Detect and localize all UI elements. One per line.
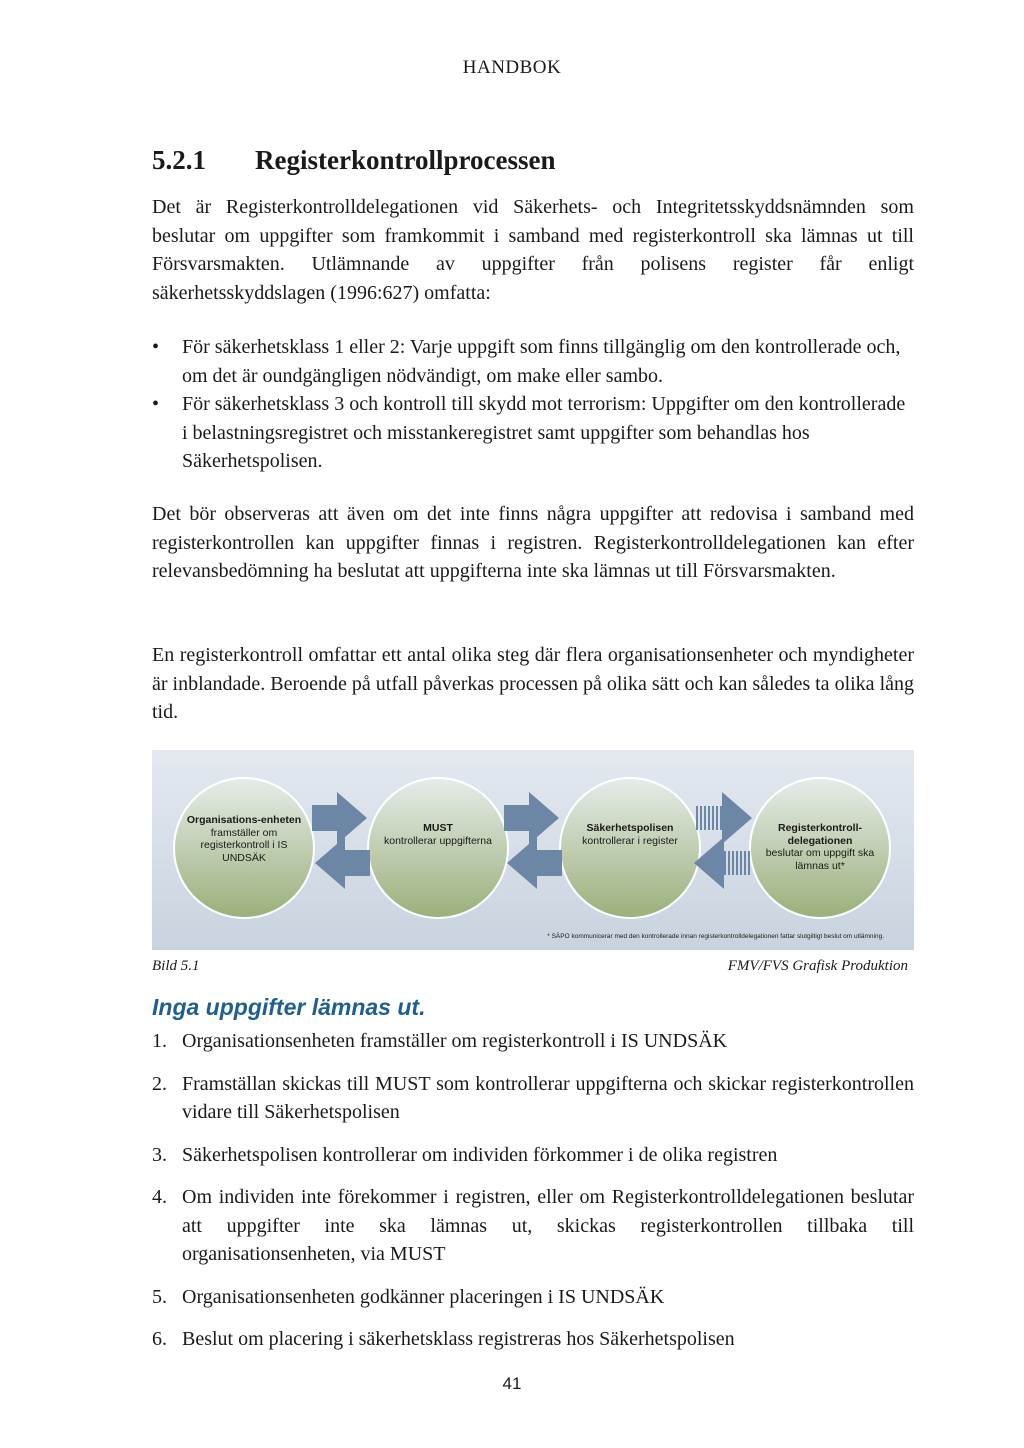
node-must: MUST kontrollerar uppgifterna: [384, 822, 492, 847]
page-number: 41: [502, 1374, 522, 1393]
node-registerkontrolldelegationen: Registerkontroll-delegationen beslutar om uppgift ska lämnas ut*: [765, 822, 875, 872]
observation-paragraph: Det bör observeras att även om det inte finns några uppgifter att redovisa i samband med registerkontrollen kan uppgifter finnas i registren. Registerkontrolldelegationen kan efter relevansbedömning ha beslutat att uppgifterna inte ska lämnas ut till Försvarsmakten.: [152, 503, 914, 582]
bullet-item: • För säkerhetsklass 3 och kontroll till skydd mot terrorism: Uppgifter om den kontrollerade i belastningsregistret och misstankeregistret samt uppgifter som behandlas hos Säkerhetspolisen.: [152, 390, 914, 476]
page-header: HANDBOK: [462, 57, 562, 78]
step-item: 3. Säkerhetspolisen kontrollerar om individen förkommer i de olika registren: [152, 1143, 778, 1166]
step-item: 2. Framställan skickas till MUST som kontrollerar uppgifterna och skickar registerkontrollen vidare till Säkerhetspolisen: [152, 1072, 914, 1123]
step-item: 1. Organisationsenheten framställer om registerkontroll i IS UNDSÄK: [152, 1030, 728, 1052]
node-circle-2: [368, 778, 508, 918]
node-circle-3: [560, 778, 700, 918]
arrow-left-2: [507, 837, 562, 889]
node-sakerhetspolisen: Säkerhetspolisen kontrollerar i register: [582, 822, 678, 847]
bullet-item: • För säkerhetsklass 1 eller 2: Varje uppgift som finns tillgänglig om den kontrollerade och, om det är oundgängligen nödvändigt, om make eller sambo.: [152, 333, 914, 390]
node-organisationsenheten: Organisations-enheten framställer om registerkontroll i IS UNDSÄK: [186, 814, 302, 864]
process-diagram: [152, 750, 914, 950]
step-item: 5. Organisationsenheten godkänner placeringen i IS UNDSÄK: [152, 1285, 665, 1308]
arrow-right-1: [312, 792, 367, 844]
diagram-footnote: * SÄPO kommunicerar med den kontrollerade innan registerkontrolldelegationen fattar slutgiltigt beslut om utlämning.: [547, 933, 884, 940]
step-item: 4. Om individen inte förekommer i registren, eller om Registerkontrolldelegationen beslutar att uppgifter inte ska lämnas ut, skickas registerkontrollen tillbaka till organisationsenheten, via MUST: [152, 1186, 914, 1265]
bullet-list: [152, 333, 914, 476]
subheading: Inga uppgifter lämnas ut.: [152, 994, 426, 1020]
arrow-left-3-tail: [724, 851, 752, 875]
section-title: Registerkontrollprocessen: [255, 145, 556, 175]
process-paragraph: En registerkontroll omfattar ett antal olika steg där flera organisationsenheter och myndigheter är inblandade. Beroende på utfall påverkas processen på olika sätt och kan således ta olika lång tid.: [152, 644, 914, 723]
step-item: 6. Beslut om placering i säkerhetsklass registreras hos Säkerhetspolisen: [152, 1328, 735, 1350]
arrow-right-2: [504, 792, 559, 844]
arrow-right-3-head: [722, 792, 752, 844]
figure-credit: FMV/FVS Grafisk Produktion: [727, 958, 908, 974]
section-number: 5.2.1: [152, 145, 206, 175]
section-heading: [152, 145, 555, 176]
arrow-right-3-tail: [694, 806, 722, 830]
arrow-left-1: [315, 837, 370, 889]
steps-list: [152, 1027, 914, 1368]
figure-caption-label: Bild 5.1: [152, 958, 200, 974]
intro-paragraph: Det är Registerkontrolldelegationen vid Säkerhets- och Integritetsskyddsnämnden som beslutar om uppgifter som framkommit i samband med registerkontroll ska lämnas ut till Försvarsmakten. Utlämnande av uppgifter från polisens register får enligt säkerhetsskyddslagen (1996:627) omfatta:: [152, 196, 914, 304]
